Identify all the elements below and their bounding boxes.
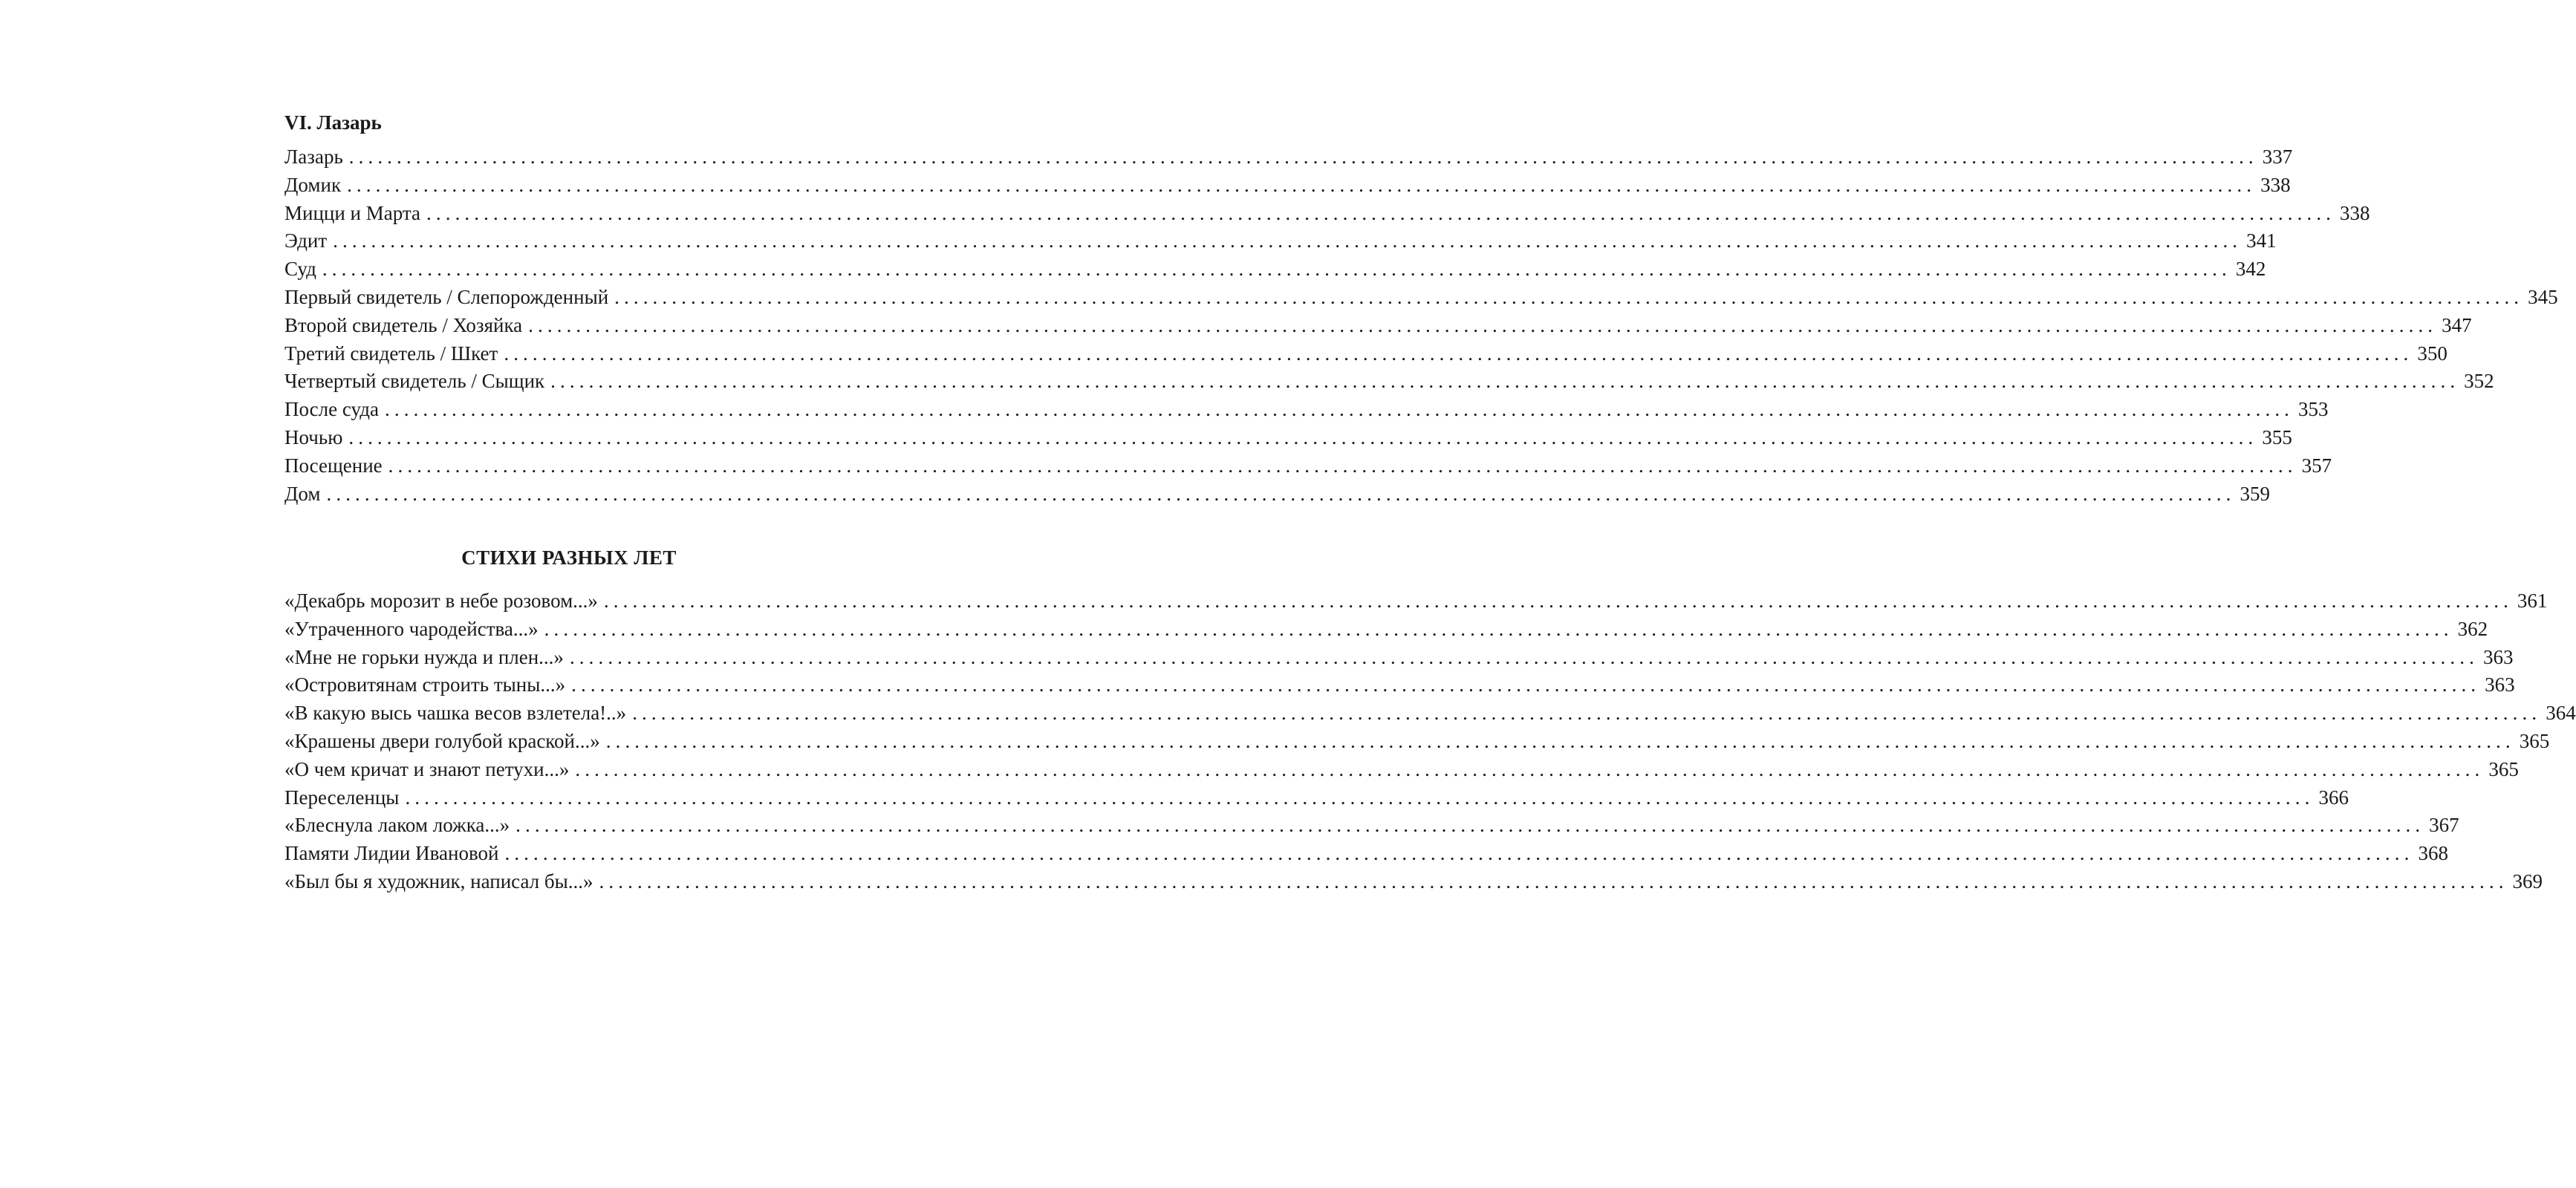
- dot-leader: ........................................................................................................................................................................................................: [322, 258, 2231, 281]
- toc-entry-page-number: 368: [2418, 842, 2448, 865]
- toc-entry: [284, 480, 2270, 509]
- toc-entry-page-number: 341: [2246, 229, 2277, 252]
- toc-entry-page-number: 364: [2546, 702, 2576, 725]
- toc-entry: [284, 396, 2329, 424]
- dot-leader: ........................................................................................................................................................................................................: [603, 590, 2513, 612]
- toc-entry: [284, 312, 2472, 340]
- dot-leader: ........................................................................................................................................................................................................: [599, 869, 2508, 892]
- toc-entry: [284, 868, 2543, 896]
- toc-entry-page-number: 365: [2488, 757, 2519, 780]
- toc-entry-page-number: 369: [2512, 869, 2543, 892]
- toc-entry-title: «Островитянам строить тыны...»: [284, 673, 566, 696]
- toc-entry-title: «В какую высь чашка весов взлетела!..»: [284, 702, 627, 725]
- toc-entry: [284, 671, 2515, 699]
- dot-leader: ........................................................................................................................................................................................................: [347, 173, 2257, 196]
- toc-entry-title: Суд: [284, 258, 316, 281]
- toc-entry: [284, 340, 2447, 368]
- toc-entry-page-number: 363: [2485, 673, 2515, 696]
- toc-entry-title: Ночью: [284, 425, 343, 448]
- toc-entry: [284, 587, 2548, 616]
- toc-entry-page-number: 361: [2517, 590, 2548, 612]
- toc-entry-title: «Блеснула лаком ложка...»: [284, 814, 510, 837]
- toc-entry-title: Дом: [284, 482, 321, 505]
- toc-entry-title: Третий свидетель / Шкет: [284, 342, 498, 365]
- dot-leader: ........................................................................................................................................................................................................: [348, 146, 2258, 168]
- toc-entry-page-number: 350: [2417, 342, 2447, 365]
- toc-entry-page-number: 342: [2235, 258, 2266, 281]
- toc-entry-title: Четвертый свидетель / Сыщик: [284, 370, 545, 393]
- toc-entry: [284, 728, 2550, 756]
- toc-entry-title: После суда: [284, 398, 380, 421]
- toc-entry-page-number: 352: [2464, 370, 2494, 393]
- toc-entry: [284, 172, 2291, 200]
- dot-leader: ........................................................................................................................................................................................................: [605, 729, 2515, 752]
- dot-leader: ........................................................................................................................................................................................................: [528, 313, 2438, 336]
- dot-leader: ........................................................................................................................................................................................................: [614, 285, 2524, 308]
- toc-entry: [284, 227, 2277, 255]
- dot-leader: ........................................................................................................................................................................................................: [569, 645, 2479, 668]
- dot-leader: ........................................................................................................................................................................................................: [571, 673, 2481, 696]
- part-six-toc-list: [284, 143, 2558, 508]
- part-six-heading: VI. Лазарь: [284, 111, 382, 134]
- toc-entry-page-number: 359: [2240, 482, 2270, 505]
- toc-entry-title: Памяти Лидии Ивановой: [284, 842, 499, 865]
- toc-entry-title: «Мне не горьки нужда и плен...»: [284, 645, 564, 668]
- dot-leader: ........................................................................................................................................................................................................: [550, 370, 2460, 393]
- toc-entry-page-number: 337: [2262, 146, 2293, 168]
- toc-entry-title: «Крашены двери голубой краской...»: [284, 729, 600, 752]
- toc-entry: [284, 143, 2293, 172]
- dot-leader: ........................................................................................................................................................................................................: [405, 786, 2315, 809]
- toc-entry-title: Эдит: [284, 229, 328, 252]
- toc-entry: [284, 699, 2576, 728]
- toc-entry-title: Домик: [284, 173, 342, 196]
- dot-leader: ........................................................................................................................................................................................................: [385, 398, 2294, 421]
- poems-toc-list: [284, 587, 2576, 896]
- toc-entry-title: Мицци и Марта: [284, 201, 421, 224]
- toc-entry-page-number: 366: [2318, 786, 2349, 809]
- toc-entry-title: «Был бы я художник, написал бы...»: [284, 869, 593, 892]
- toc-entry-title: «Декабрь морозит в небе розовом...»: [284, 590, 598, 612]
- toc-entry: [284, 200, 2370, 228]
- dot-leader: ........................................................................................................................................................................................................: [544, 617, 2453, 640]
- dot-leader: ........................................................................................................................................................................................................: [426, 201, 2336, 224]
- toc-entry-page-number: 367: [2429, 814, 2459, 837]
- toc-entry: [284, 644, 2514, 672]
- toc-entry-title: Первый свидетель / Слепорожденный: [284, 285, 609, 308]
- toc-entry-page-number: 362: [2457, 617, 2488, 640]
- toc-entry-title: Лазарь: [284, 146, 343, 168]
- dot-leader: ........................................................................................................................................................................................................: [326, 482, 2236, 505]
- toc-entry: [284, 616, 2488, 644]
- toc-entry-page-number: 345: [2528, 285, 2558, 308]
- toc-entry: [284, 284, 2558, 312]
- toc-entry: [284, 424, 2292, 452]
- toc-entry-page-number: 355: [2262, 425, 2292, 448]
- toc-entry-page-number: 338: [2340, 201, 2370, 224]
- toc-entry-title: Переселенцы: [284, 786, 400, 809]
- dot-leader: ........................................................................................................................................................................................................: [388, 454, 2297, 477]
- toc-entry-page-number: 353: [2298, 398, 2329, 421]
- dot-leader: ........................................................................................................................................................................................................: [504, 842, 2414, 865]
- toc-entry-title: «Утраченного чародейства...»: [284, 617, 539, 640]
- dot-leader: ........................................................................................................................................................................................................: [575, 757, 2485, 780]
- poems-heading: СТИХИ РАЗНЫХ ЛЕТ: [461, 546, 677, 569]
- toc-entry: [284, 812, 2459, 840]
- dot-leader: ........................................................................................................................................................................................................: [632, 702, 2542, 725]
- toc-entry: [284, 840, 2448, 868]
- dot-leader: ........................................................................................................................................................................................................: [504, 342, 2413, 365]
- toc-entry-title: Второй свидетель / Хозяйка: [284, 313, 523, 336]
- toc-entry-page-number: 357: [2301, 454, 2332, 477]
- toc-entry-page-number: 347: [2442, 313, 2472, 336]
- toc-entry: [284, 255, 2266, 284]
- toc-entry-title: «О чем кричат и знают петухи...»: [284, 757, 570, 780]
- toc-entry-page-number: 338: [2260, 173, 2291, 196]
- dot-leader: ........................................................................................................................................................................................................: [333, 229, 2242, 252]
- toc-entry-page-number: 365: [2519, 729, 2550, 752]
- dot-leader: ........................................................................................................................................................................................................: [515, 814, 2425, 837]
- toc-entry-title: Посещение: [284, 454, 383, 477]
- toc-entry: [284, 784, 2349, 812]
- toc-entry: [284, 756, 2519, 784]
- dot-leader: ........................................................................................................................................................................................................: [348, 425, 2258, 448]
- toc-entry: [284, 368, 2494, 396]
- toc-entry-page-number: 363: [2482, 645, 2514, 668]
- toc-entry: [284, 452, 2332, 480]
